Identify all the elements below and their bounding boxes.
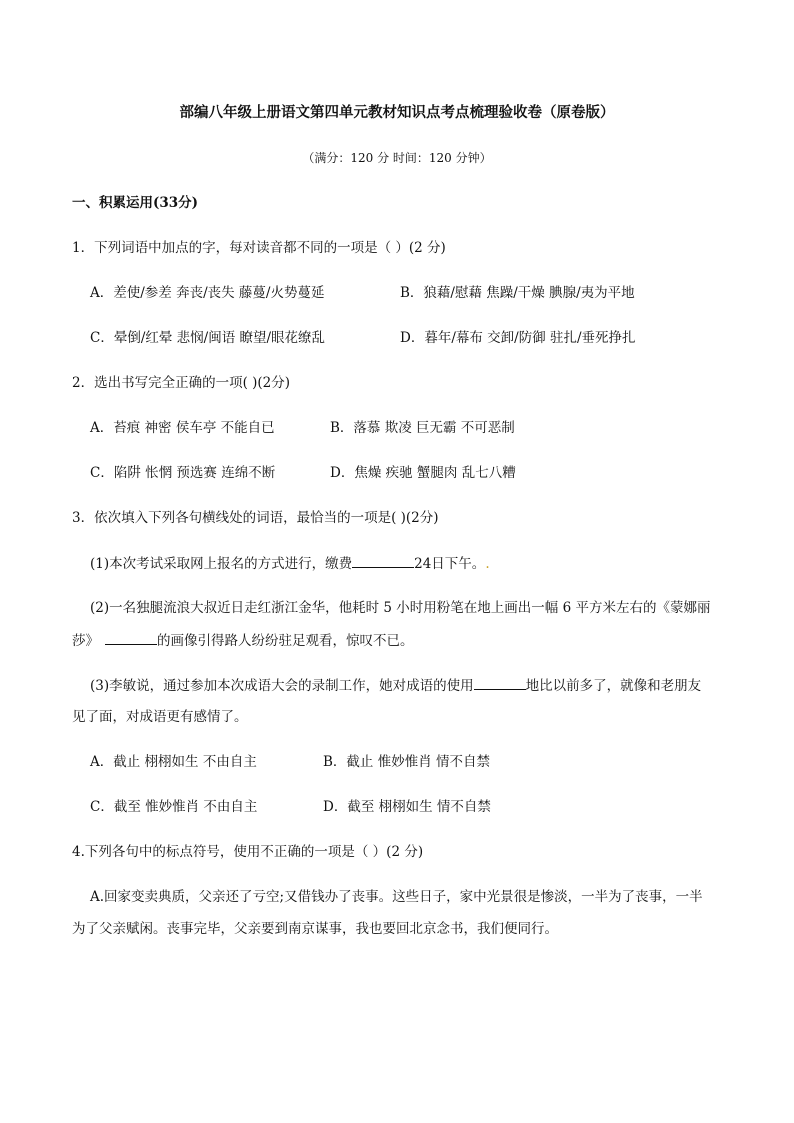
fill-blank-2 [105,630,157,645]
question-3-option-b: B．截止 惟妙惟肖 情不自禁 [323,754,491,770]
question-4-stem: 4.下列各句中的标点符号，使用不正确的一项是（ ）(2 分) [72,844,424,860]
question-3-stem: 3．依次填入下列各句横线处的词语，最恰当的一项是( )(2分) [72,510,439,526]
sentence-1-text-after: 24日下午。 [414,556,486,572]
question-3-sentence-3-line-1 [90,675,701,696]
question-3-sentence-1 [90,553,490,574]
question-1-stem: 1．下列词语中加点的字，每对读音都不同的一项是（ ）(2 分) [72,240,446,256]
sentence-2-text-after: 的画像引得路人纷纷驻足观看，惊叹不已。 [157,633,414,649]
question-2-option-d: D．焦燥 疾驰 蟹腿肉 乱七八糟 [330,465,516,481]
question-4-option-a-line-1: A.回家变卖典质，父亲还了亏空;又借钱办了丧事。这些日子，家中光景很是惨淡，一半为了丧事，一半 [90,889,703,905]
fill-blank-3 [474,675,526,690]
document-title: 部编八年级上册语文第四单元教材知识点考点梳理验收卷（原卷版） [179,104,615,121]
question-1-option-b: B．狼藉/慰藉 焦躁/干燥 腆腺/夷为平地 [400,285,635,301]
question-1-option-c: C．晕倒/红晕 悲悯/闽语 瞭望/眼花缭乱 [90,330,326,346]
question-3-option-d: D．截至 栩栩如生 情不自禁 [323,799,491,815]
sentence-3-text-before: (3)李敏说，通过参加本次成语大会的录制工作，她对成语的使用 [90,678,474,694]
question-3-sentence-3-line-2: 见了面，对成语更有感情了。 [72,709,248,725]
question-3-option-a: A．截止 栩栩如生 不由自主 [90,754,257,770]
question-2-option-a: A．苔痕 神密 侯车亭 不能自已 [90,420,275,436]
question-1-option-a: A．差使/参差 奔丧/丧失 藤蔓/火势蔓延 [90,285,325,301]
question-2-option-b: B．落慕 欺凌 巨无霸 不可恶制 [330,420,515,436]
question-4-option-a-line-2: 为了父亲赋闲。丧事完毕，父亲要到南京谋事，我也要回北京念书，我们便同行。 [72,921,558,937]
sentence-2-text-before: 莎》 [72,633,99,649]
fill-blank-1 [352,553,414,568]
question-1-option-d: D．暮年/幕布 交卸/防御 驻扎/垂死挣扎 [400,330,636,346]
sentence-3-text-after: 地比以前多了，就像和老朋友 [525,678,702,694]
sentence-1-text-before: (1)本次考试采取网上报名的方式进行，缴费 [90,556,353,572]
question-2-stem: 2．选出书写完全正确的一项( )(2分) [72,375,291,391]
question-2-option-c: C．陷阱 怅惘 预选赛 连绵不断 [90,465,276,481]
question-3-option-c: C．截至 惟妙惟肖 不由自主 [90,799,258,815]
document-subtitle: （满分：120 分 时间：120 分钟） [302,151,492,165]
question-3-sentence-2-line-2 [72,630,414,651]
section-heading: 一、积累运用(33分) [72,195,199,211]
sentence-1-dot: . [485,556,490,572]
question-3-sentence-2-line-1: (2)一名独腿流浪大叔近日走红浙江金华，他耗时 5 小时用粉笔在地上画出一幅 6 平方米左右的《蒙娜丽 [90,600,711,616]
